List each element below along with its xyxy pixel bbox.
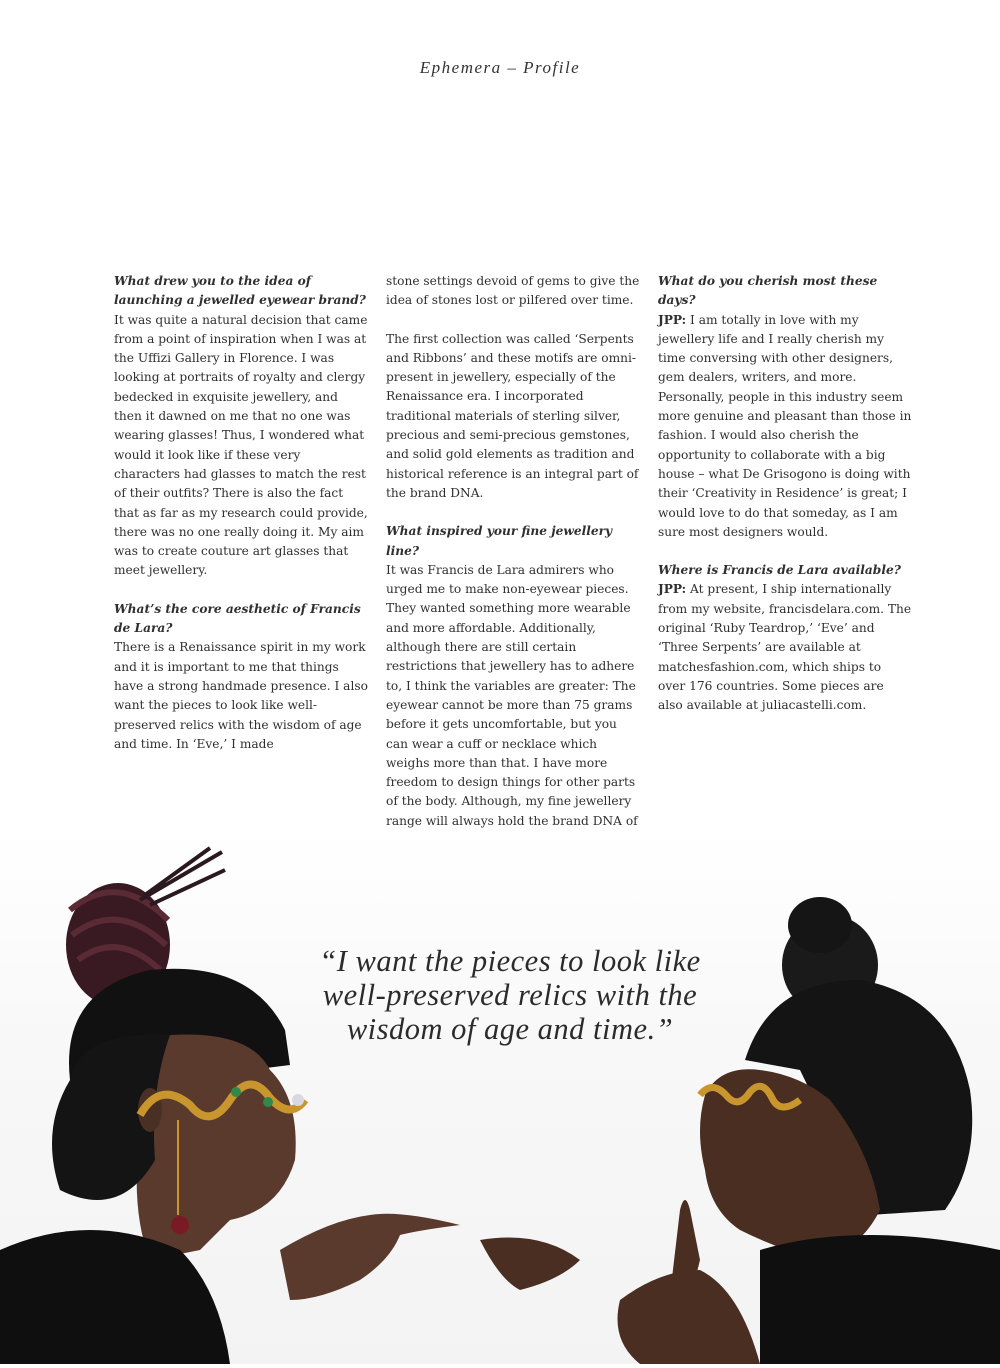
answer-text: It was Francis de Lara admirers who urged me to make non-eyewear pieces. They wanted something more wearable and more affordable. Additionally, although there are still certain restrictions that jewellery has to adhere to, I think the variables are greater: The eyewear cannot be more than 75 grams before it gets uncomfortable, but you can wear a cuff or necklace which weighs more than that. I have more freedom to design things for other parts of the body. Although, my fine jewellery range will always hold the brand DNA of — [386, 562, 638, 828]
qa-block — [114, 272, 368, 581]
article-column-1 — [114, 272, 368, 773]
pull-quote: “I want the pieces to look like well-preserved relics with the wisdom of age and time.” — [319, 944, 701, 1046]
question-heading: What drew you to the idea of launching a jewelled eyewear brand? — [114, 274, 366, 308]
answer-text: At present, I ship internationally from my website, francisdelara.com. The original ‘Ruby Teardrop,’ ‘Eve’ and ‘Three Serpents’ are available at matchesfashion.com, which ships to over 176 countries. Some pieces are also available at juliacastelli.com. — [658, 582, 912, 713]
speaker-initials: JPP: — [658, 582, 687, 597]
question-heading: Where is Francis de Lara available? — [658, 563, 901, 578]
speaker-initials: JPP: — [658, 312, 687, 327]
question-heading: What’s the core aesthetic of Francis de Lara? — [114, 601, 361, 636]
answer-text: There is a Renaissance spirit in my work and it is important to me that things have a strong handmade presence. I also want the pieces to look like well-preserved relics with the wisdom of age and time. In ‘Eve,’ I made — [114, 640, 368, 751]
qa-block — [658, 272, 912, 542]
question-heading: What do you cherish most these days? — [658, 274, 878, 308]
answer-text: The first collection was called ‘Serpents and Ribbons’ and these motifs are omni-present in jewellery, especially of the Renaissance era. I incorporated traditional materials of sterling silver, precious and semi-precious gemstones, and solid gold elements as tradition and historical reference is an integral part of the brand DNA. — [386, 331, 639, 500]
answer-text: I am totally in love with my jewellery life and I really cherish my time conversing with other designers, gem dealers, writers, and more. Personally, people in this industry seem more genuine and pleasant than those in fashion. I would also cherish the opportunity to collaborate with a big house – what De Grisogono is doing with their ‘Creativity in Residence’ is great; I would love to do that someday, as I am sure most designers would. — [658, 312, 912, 539]
left-model — [0, 848, 460, 1364]
qa-block — [658, 561, 912, 715]
qa-block — [114, 600, 368, 754]
photo-illustration — [0, 830, 1000, 1364]
question-heading: What inspired your fine jewellery line? — [386, 524, 613, 558]
answer-text: It was quite a natural decision that came from a point of inspiration when I was at the Uffizi Gallery in Florence. I was looking at portraits of royalty and clergy bedecked in exquisite jewellery, and then it dawned on me that no one was wearing glasses! Thus, I wondered what would it look like if these very characters had glasses to match the rest of their outfits? There is also the fact that as far as my research could provide, there was no one really doing it. My aim was to create couture art glasses that meet jewellery. — [114, 312, 368, 578]
article-column-3 — [658, 272, 912, 735]
qa-block — [386, 522, 640, 850]
answer-text: stone settings devoid of gems to give the idea of stones lost or pilfered over time. — [386, 274, 640, 308]
editorial-photo — [0, 830, 1000, 1364]
section-header: Ephemera – Profile — [419, 58, 581, 77]
article-column-2 — [386, 272, 640, 869]
